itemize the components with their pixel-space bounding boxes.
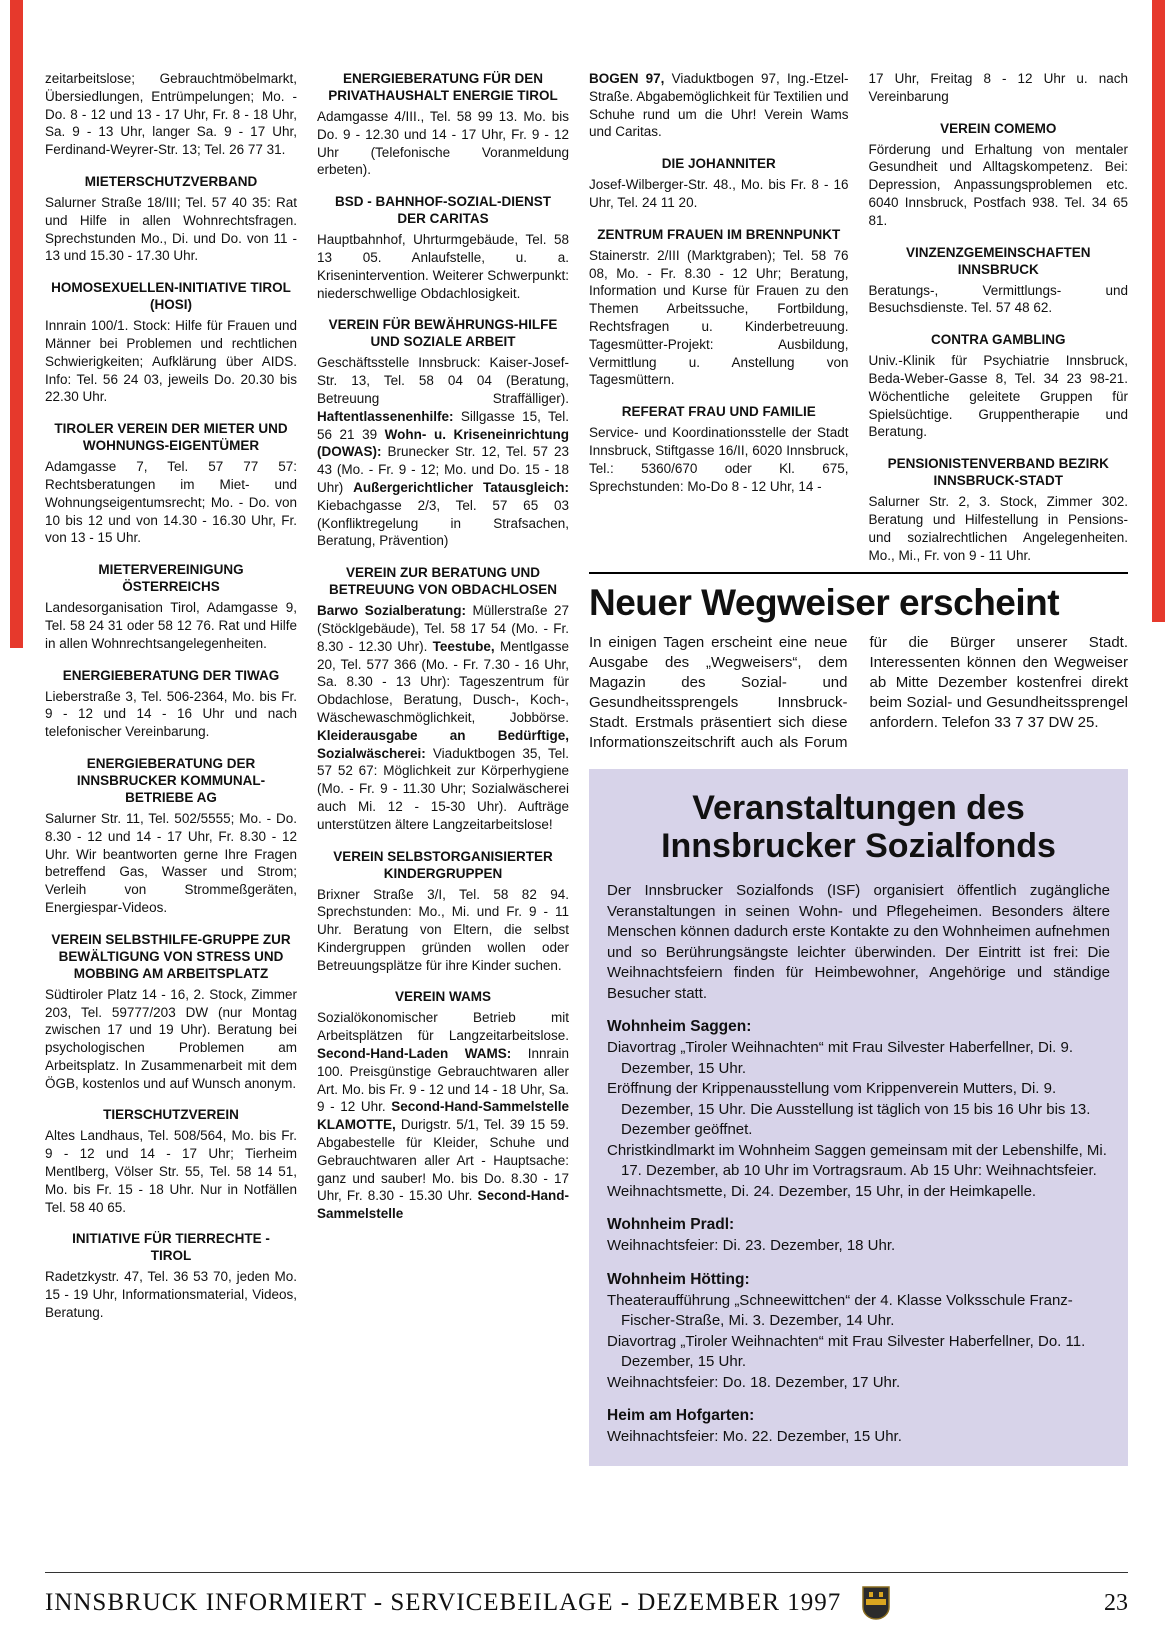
- entry-body: [317, 231, 569, 302]
- right-top-columns: [589, 70, 1128, 564]
- event-item: Diavortrag „Tiroler Weihnachten“ mit Frau Silvester Haberfellner, Di. 9. Dezember, 15 Uhr.: [607, 1039, 1073, 1077]
- footer-title: INNSBRUCK INFORMIERT - SERVICEBEILAGE - DEZEMBER 1997: [45, 1589, 842, 1616]
- directory-entry: [45, 420, 297, 547]
- text-segment: Stainerstr. 2/III (Marktgraben); Tel. 58 76 08, Mo. - Fr. 8.30 - 12 Uhr; Beratung, Information und Kurse für Frauen zu den Themen Arbeitssuche, Fortbildung, Rechtsfragen u. Kinderbetreuung. Tagesmütter-Projekt: Ausbildung, Vermittlung u. Anstellung von Tagesmüttern.: [589, 247, 849, 388]
- text-segment: Altes Landhaus, Tel. 508/564, Mo. bis Fr. 9 - 12 und 14 - 17 Uhr; Tierheim Mentlberg, Völser Str. 55, Tel. 58 14 51, Mo. bis Fr. 15 - 18 Uhr. Nur in Notfällen Tel. 58 40 65.: [45, 1128, 297, 1215]
- entry-heading: ENERGIEBERATUNG DER TIWAG: [62, 667, 280, 683]
- directory-entry: [317, 848, 569, 975]
- directory-entry: [589, 155, 849, 212]
- entry-body: [589, 70, 849, 141]
- text-segment: Lieberstraße 3, Tel. 506-2364, Mo. bis Fr. 9 - 12 und 14 - 16 Uhr und nach telefonischer Vereinbarung.: [45, 688, 297, 740]
- entry-body: [869, 493, 1129, 564]
- directory-entry: [317, 564, 569, 833]
- directory-entry: [589, 403, 849, 495]
- entry-heading: ZENTRUM FRAUEN IM BRENNPUNKT: [597, 226, 841, 242]
- entry-body: [317, 1009, 569, 1223]
- directory-entry: [45, 931, 297, 1093]
- event-box-sections: [607, 1018, 1110, 1448]
- red-accent-bar-right: [1152, 0, 1165, 622]
- entry-heading: VEREIN COMEMO: [940, 120, 1057, 136]
- text-segment: 17 Uhr, Freitag 8 - 12 Uhr u. nach Vereinbarung: [868, 71, 1128, 104]
- bold-run-in: Außergerichtlicher Tatausgleich:: [353, 479, 569, 495]
- event-item: Eröffnung der Krippenausstellung vom Krippenverein Mutters, Di. 9. Dezember, 15 Uhr. Die Ausstellung ist täglich von 15 bis 16 Uhr bis 13. Dezember geöffnet.: [607, 1080, 1091, 1139]
- directory-entry: [45, 173, 297, 265]
- event-section: [607, 1018, 1110, 1202]
- bold-run-in: Haftentlassenenhilfe:: [317, 408, 454, 424]
- page-columns: [45, 70, 1128, 1466]
- entry-body: [45, 1127, 297, 1216]
- entry-heading: VEREIN SELBSTORGANISIERTER KINDERGRUPPEN: [333, 848, 553, 881]
- entry-body: [317, 108, 569, 179]
- entry-heading: TIROLER VEREIN DER MIETER UND WOHNUNGS-EIGENTÜMER: [54, 421, 288, 454]
- red-accent-bar-left: [10, 0, 23, 648]
- entry-heading: TIERSCHUTZVEREIN: [103, 1107, 239, 1123]
- directory-entry: [45, 1106, 297, 1216]
- text-segment: Sillgasse 15, Tel. 56 21 39: [317, 408, 569, 442]
- entry-heading: PENSIONISTENVERBAND BEZIRK INNSBRUCK-STADT: [887, 456, 1109, 489]
- directory-entry: [869, 244, 1129, 318]
- text-segment: Südtiroler Platz 14 - 16, 2. Stock, Zimmer 203, Tel. 59777/203 DW (nur Montag zwischen 17 und 19 Uhr). Beratung bei psychologischen Problemen am Arbeitsplatz. In Zusammenarbeit mit dem ÖGB, kostenlos und auf Wunsch anonym.: [45, 986, 297, 1091]
- text-segment: Hauptbahnhof, Uhrturmgebäude, Tel. 58 13 05. Anlaufstelle, u. a. Krisenintervention. Weiterer Schwerpunkt: niederschwellige Obdachlosigkeit.: [317, 232, 569, 301]
- bold-run-in: Second-Hand-Sammelstelle KLAMOTTE,: [317, 1099, 569, 1133]
- bold-run-in: Second-Hand-Laden WAMS:: [317, 1046, 512, 1062]
- text-segment: Salurner Straße 18/III; Tel. 57 40 35: Rat und Hilfe in allen Wohnrechtsfragen. Sprechstunden Mo., Di. und Do. von 11 - 13 und 15.30 - 17.30 Uhr.: [45, 194, 297, 264]
- bold-run-in: Barwo Sozialberatung:: [317, 603, 466, 619]
- entry-heading: REFERAT FRAU UND FAMILIE: [621, 404, 816, 420]
- bold-run-in: Teestube,: [432, 638, 495, 654]
- entry-heading: DIE JOHANNITER: [661, 156, 776, 172]
- entry-heading: ENERGIEBERATUNG FÜR DEN PRIVATHAUSHALT ENERGIE TIROL: [328, 71, 558, 103]
- page-number: 23: [1104, 1589, 1128, 1616]
- event-box-intro: Der Innsbrucker Sozialfonds (ISF) organisiert öffentlich zugängliche Veranstaltungen in seinen Wohn- und Pflegeheimen. Besonders ältere Menschen können dadurch erste Kontakte zu den Wohnheimen aufnehmen und so Berührungsängste leichter überwinden. Der Eintritt ist frei: Die Weihnachtsfeiern finden für Heimbewohner, Angehörige und ständige Besucher statt.: [607, 882, 1110, 1002]
- entry-body: [317, 602, 569, 833]
- directory-entry: [45, 561, 297, 652]
- entry-heading: HOMOSEXUELLEN-INITIATIVE TIROL (HOSI): [51, 280, 291, 313]
- entry-heading: VEREIN ZUR BERATUNG UND BETREUUNG VON OBDACHLOSEN: [328, 565, 557, 598]
- entry-body: [45, 70, 297, 159]
- text-segment: Sozialökonomischer Betrieb mit Arbeitsplätzen für Langzeitarbeitslose.: [317, 1010, 569, 1044]
- text-segment: Innrain 100/1. Stock: Hilfe für Frauen und Männer bei Problemen und rechtlichen Schwierigkeiten; Aufklärung über AIDS. Info: Tel. 56 24 03, jeweils Do. 20.30 bis 22.30 Uhr.: [45, 318, 297, 405]
- text-segment: Förderung und Erhaltung von mentaler Gesundheit und Alltagskompetenz. Bei: Depression, Anpassungsproblemen etc. 6040 Innsbruck, Postfach 938. Tel. 34 65 81.: [868, 141, 1128, 228]
- entry-body: [45, 986, 297, 1093]
- text-segment: Landesorganisation Tirol, Adamgasse 9, Tel. 58 24 31 oder 58 12 76. Rat und Hilfe in allen Wohnrechtsangelegenheiten.: [45, 600, 297, 651]
- entry-body: [45, 1268, 297, 1321]
- footer-rule: [45, 1572, 1128, 1573]
- event-section-heading: Wohnheim Saggen:: [607, 1018, 752, 1036]
- text-segment: Service- und Koordinationsstelle der Stadt Innsbruck, Stiftgasse 16/II, 6020 Innsbruck, Tel.: 5360/670 oder Kl. 675, Sprechstunden: Mo-Do 8 - 12 Uhr, 14 -: [589, 425, 849, 494]
- directory-entry: [317, 70, 569, 179]
- text-segment: Viaduktbogen 97, Ing.-Etzel-Straße. Abgabemöglichkeit für Textilien und Schuhe rund um die Uhr! Verein Wams und Caritas.: [589, 71, 849, 140]
- entry-body: [317, 886, 569, 975]
- entry-body: [45, 810, 297, 917]
- directory-entry: [45, 70, 297, 159]
- bold-run-in: Wohn- u. Kriseneinrichtung (DOWAS):: [317, 426, 569, 460]
- event-section: [607, 1216, 1110, 1257]
- entry-body: [589, 424, 849, 495]
- directory-entry: [869, 331, 1129, 441]
- directory-entry: [317, 316, 569, 550]
- directory-entry: [45, 1230, 297, 1321]
- text-segment: Salurner Str. 2, 3. Stock, Zimmer 302. Beratung und Hilfestellung in Pensions- und sozialrechtlichen Angelegenheiten. Mo., Mi., Fr. von 9 - 11 Uhr.: [868, 494, 1128, 563]
- entry-body: [45, 688, 297, 741]
- text-segment: Radetzkystr. 47, Tel. 36 53 70, jeden Mo. 15 - 19 Uhr, Informationsmaterial, Videos, Beratung.: [45, 1269, 297, 1321]
- entry-body: [869, 70, 1129, 106]
- entry-heading: VEREIN FÜR BEWÄHRUNGS-HILFE UND SOZIALE ARBEIT: [328, 317, 558, 350]
- column-1: [45, 70, 297, 1466]
- text-segment: Viaduktbogen 35, Tel. 57 52 67: Möglichkeit zur Körperhygiene (Mo. - Fr. 9 - 11.30 Uhr; Sozialwäscherei auch Mi. 12 - 15-30 Uhr). Aufträge unterstützen ältere Langzeitarbeitslose!: [317, 745, 569, 832]
- directory-entry: [869, 120, 1129, 230]
- text-segment: Geschäftsstelle Innsbruck: Kaiser-Josef-Str. 13, Tel. 58 04 04 (Beratung, Betreuung Straffälliger).: [317, 355, 569, 406]
- event-item: Weihnachtsfeier: Mo. 22. Dezember, 15 Uhr.: [607, 1428, 902, 1446]
- event-box-title: [607, 789, 1110, 865]
- entry-body: [317, 354, 569, 550]
- text-segment: Innrain 100. Preisgünstige Gebrauchtwaren aller Art. Mo. bis Fr. 9 - 12 und 14 - 18 Uhr, Sa. 9 - 12 Uhr.: [317, 1046, 569, 1115]
- text-segment: Durigstr. 5/1, Tel. 39 15 59. Abgabestelle für Kleider, Schuhe und Gebrauchtwaren aller Art - Hauptsache: ganz und sauber! Mo. bis Do. 8.30 - 17 Uhr, Fr. 8.30 - 15.30 Uhr.: [317, 1117, 569, 1204]
- entry-body: [45, 458, 297, 547]
- entry-body: [589, 176, 849, 212]
- text-segment: zeitarbeitslose; Gebrauchtmöbelmarkt, Übersiedlungen, Entrümpelungen; Mo. - Do. 8 - 12 und 13 - 17 Uhr, Fr. 8 - 18 Uhr, Sa. 9 - 13 Uhr, langer Sa. 9 - 17 Uhr, Ferdinand-Weyrer-Str. 13; Tel. 26 77 31.: [45, 71, 297, 158]
- text-segment: Brunecker Str. 12, Tel. 57 23 43 (Mo. - Fr. 9 - 12; Mo. und Do. 15 - 18 Uhr): [317, 444, 569, 495]
- entry-heading: BSD - BAHNHOF-SOZIAL-DIENST DER CARITAS: [335, 194, 551, 227]
- bold-run-in: Second-Hand-Sammelstelle: [317, 1188, 569, 1222]
- event-item: Weihnachtsfeier: Di. 23. Dezember, 18 Uhr.: [607, 1237, 896, 1255]
- article-neuer-wegweiser: [589, 572, 1128, 753]
- entry-heading: MIETERVEREINIGUNG ÖSTERREICHS: [98, 562, 244, 595]
- entry-body: [869, 282, 1129, 318]
- event-item: Weihnachtsfeier: Do. 18. Dezember, 17 Uhr.: [607, 1373, 901, 1391]
- entry-heading: CONTRA GAMBLING: [931, 332, 1066, 348]
- entry-body: [869, 352, 1129, 441]
- page-footer: [45, 1572, 1128, 1620]
- article-headline: Neuer Wegweiser erscheint: [589, 582, 1060, 624]
- text-segment: Brixner Straße 3/I, Tel. 58 82 94. Sprechstunden: Mo., Mi. und Fr. 9 - 11 Uhr. Beratung von Eltern, die selbst Kindergruppen gründen wollen oder Betreuungsplätze für ihre Kinder suchen.: [317, 886, 569, 973]
- entry-heading: VEREIN WAMS: [394, 989, 491, 1005]
- entry-heading: INITIATIVE FÜR TIERRECHTE - TIROL: [72, 1231, 270, 1264]
- directory-entry: [589, 70, 849, 141]
- event-item: Christkindlmarkt im Wohnheim Saggen gemeinsam mit der Lebenshilfe, Mi. 17. Dezember, ab 10 Uhr im Vortragsraum. Ab 15 Uhr: Weihnachtsfeier.: [607, 1141, 1107, 1180]
- event-box-title-line2: Innsbrucker Sozialfonds: [661, 827, 1056, 866]
- event-section-heading: Wohnheim Hötting:: [607, 1270, 750, 1288]
- text-segment: Mentlgasse 20, Tel. 577 366 (Mo. - Fr. 7.30 - 16 Uhr, Sa. 8.30 - 13 Uhr): Tageszentrum für Obdachlose, Beratung, Dusch-, Koch-, Wäschewaschmöglichkeit, Jobbörse.: [317, 638, 569, 725]
- column-4: [869, 70, 1129, 564]
- directory-entry: [869, 455, 1129, 564]
- event-section-heading: Wohnheim Pradl:: [607, 1216, 735, 1234]
- bold-run-in: Kleiderausgabe an Bedürftige, Sozialwäscherei:: [317, 727, 569, 761]
- entry-body: [869, 141, 1129, 230]
- entry-body: [45, 599, 297, 652]
- entry-body: [45, 194, 297, 265]
- event-section: [607, 1271, 1110, 1394]
- article-body: In einigen Tagen erscheint eine neue Ausgabe des „Wegweisers“, dem Magazin des Sozial- und Gesundheitssprengels Innsbruck-Stadt. Erstmals präsentiert sich diese Informationszeitschrift auch als Forum für die Bürger unserer Stadt. Interessenten können den Wegweiser ab Mitte Dezember kostenfrei direkt beim Sozial- und Gesundheitssprengel anfordern. Telefon 33 7 37 DW 25.: [589, 634, 1128, 752]
- text-segment: Kiebachgasse 2/3, Tel. 57 65 03 (Konfliktregelung in Strafsachen, Beratung, Prävention): [317, 497, 569, 549]
- event-section-heading: Heim am Hofgarten:: [607, 1407, 755, 1425]
- directory-entry: [45, 667, 297, 741]
- text-segment: Josef-Wilberger-Str. 48., Mo. bis Fr. 8 - 16 Uhr, Tel. 24 11 20.: [589, 177, 849, 210]
- event-item: Theateraufführung „Schneewittchen“ der 4. Klasse Volksschule Franz-Fischer-Straße, Mi. 3. Dezember, 14 Uhr.: [607, 1291, 1073, 1330]
- sozialfonds-event-box: [589, 769, 1128, 1466]
- column-3: [589, 70, 849, 564]
- directory-entry: [317, 988, 569, 1223]
- text-segment: Müllerstraße 27 (Stöcklgebäude), Tel. 58 17 54 (Mo. - Fr. 8.30 - 12.30 Uhr).: [317, 603, 569, 654]
- innsbruck-coat-of-arms-icon: [861, 1586, 891, 1620]
- text-segment: Adamgasse 4/III., Tel. 58 99 13. Mo. bis Do. 9 - 12.30 und 14 - 17 Uhr, Fr. 9 - 12 Uhr (Telefonische Voranmeldung erbeten).: [317, 109, 569, 178]
- text-segment: Beratungs-, Vermittlungs- und Besuchsdienste. Tel. 57 48 62.: [868, 282, 1128, 316]
- entry-heading: VINZENZGEMEINSCHAFTEN INNSBRUCK: [905, 244, 1091, 277]
- entry-heading: ENERGIEBERATUNG DER INNSBRUCKER KOMMUNAL-BETRIEBE AG: [76, 755, 266, 805]
- directory-entry: [45, 279, 297, 406]
- text-segment: Adamgasse 7, Tel. 57 77 57: Rechtsberatungen im Miet- und Wohnungseigentumsrecht; Mo. - Do. von 10 bis 12 und von 14.30 - 16.30 Uhr, Fr. von 13 - 15 Uhr.: [45, 459, 297, 546]
- event-box-title-line1: Veranstaltungen des: [692, 789, 1025, 828]
- column-2: [317, 70, 569, 1466]
- entry-body: [45, 317, 297, 406]
- entry-heading: MIETERSCHUTZVERBAND: [84, 173, 258, 189]
- event-item: Diavortrag „Tiroler Weihnachten“ mit Frau Silvester Haberfellner, Do. 11. Dezember, 15 Uhr.: [607, 1332, 1086, 1371]
- event-section: [607, 1407, 1110, 1448]
- directory-entry: [589, 226, 849, 389]
- directory-entry: [45, 755, 297, 917]
- footer-row: [45, 1586, 1128, 1620]
- right-region: [589, 70, 1128, 1466]
- directory-entry: [869, 70, 1129, 106]
- event-item: Weihnachtsmette, Di. 24. Dezember, 15 Uhr, in der Heimkapelle.: [607, 1182, 1037, 1200]
- text-segment: Salurner Str. 11, Tel. 502/5555; Mo. - Do. 8.30 - 12 und 14 - 17 Uhr, Fr. 8.30 - 12 Uhr. Wir beantworten gerne Ihre Fragen betreffend Gas, Wasser und Strom; Verleih von Strommeßgeräten, Energiespar-Videos.: [45, 810, 297, 915]
- entry-body: [589, 247, 849, 389]
- directory-entry: [317, 193, 569, 302]
- bold-run-in: BOGEN 97,: [589, 71, 665, 86]
- text-segment: Univ.-Klinik für Psychiatrie Innsbruck, Beda-Weber-Gasse 8, Tel. 34 23 98-21. Wöchentliche geleitete Gruppen für Spielsüchtige. Gruppentherapie und Beratung.: [868, 353, 1128, 440]
- entry-heading: VEREIN SELBSTHILFE-GRUPPE ZUR BEWÄLTIGUNG VON STRESS UND MOBBING AM ARBEITSPLATZ: [51, 931, 291, 981]
